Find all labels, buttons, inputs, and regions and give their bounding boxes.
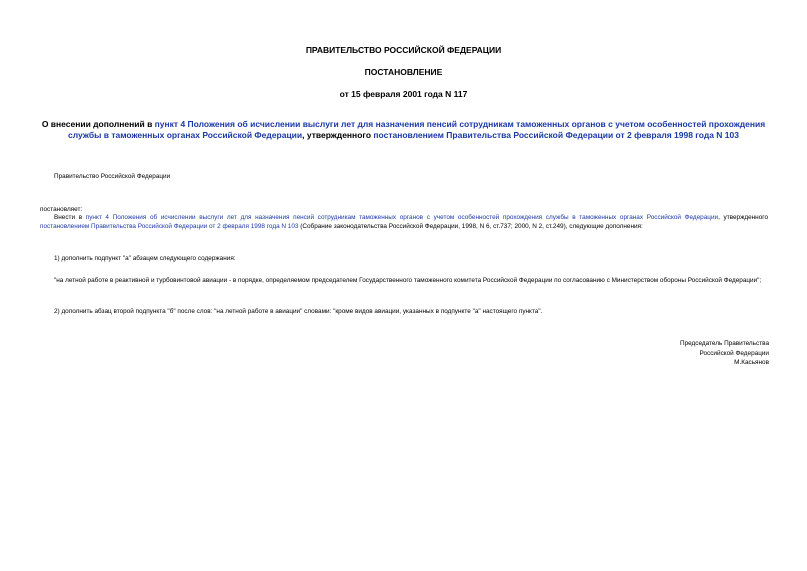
intro-suffix: (Собрание законодательства Российской Федерации, 1998, N 6, ст.737; 2000, N 2, ст.249), следующие дополнения: <box>298 223 643 230</box>
date-number-heading: от 15 февраля 2001 года N 117 <box>339 89 468 99</box>
item-2: 2) дополнить абзац второй подпункта "б" после слов: "на летной работе в авиации" словами: "кроме видов авиации, указанных в подпункте "а" настоящего пункта". <box>54 308 543 315</box>
title-middle: , утвержденного <box>302 130 374 140</box>
intro-paragraph <box>40 213 768 231</box>
intro-middle: , утвержденного <box>718 214 769 221</box>
intro-prefix: Внести в <box>54 214 86 221</box>
intro-link-decree[interactable]: постановлением Правительства Российской Федерации от 2 февраля 1998 года N 103 <box>40 223 299 230</box>
title-link-regulation[interactable]: пункт 4 Положения об исчислении выслуги лет для назначения пенсий сотрудникам таможенных органов с учетом особенностей прохождения службы в таможенных органах Российской Федерации <box>68 119 766 140</box>
resolves-line: постановляет: <box>40 206 83 213</box>
intro-link-regulation[interactable]: пункт 4 Положения об исчислении выслуги лет для назначения пенсий сотрудникам таможенных органов с учетом особенностей прохождения службы в таможенных органах Российской Федерации <box>85 214 719 221</box>
item-1-quote: "на летной работе в реактивной и турбовинтовой авиации - в порядке, определяемом председателем Государственного таможенного комитета Российской Федерации по согласованию с Министерством обороны Российской Федерации"; <box>54 277 762 284</box>
title-prefix: О внесении дополнений в <box>41 119 155 129</box>
government-heading: ПРАВИТЕЛЬСТВО РОССИЙСКОЙ ФЕДЕРАЦИИ <box>305 45 502 55</box>
signature-block <box>560 339 769 368</box>
document-type-heading: ПОСТАНОВЛЕНИЕ <box>364 67 443 77</box>
signature-position: Председатель Правительства <box>680 340 769 347</box>
document-title <box>40 119 767 141</box>
government-line: Правительство Российской Федерации <box>54 173 171 180</box>
item-1: 1) дополнить подпункт "а" абзацем следующего содержания: <box>54 255 236 262</box>
signature-name: М.Касьянов <box>734 359 769 366</box>
signature-organization: Российской Федерации <box>699 349 769 357</box>
title-link-decree[interactable]: постановлением Правительства Российской Федерации от 2 февраля 1998 года N 103 <box>373 130 739 140</box>
